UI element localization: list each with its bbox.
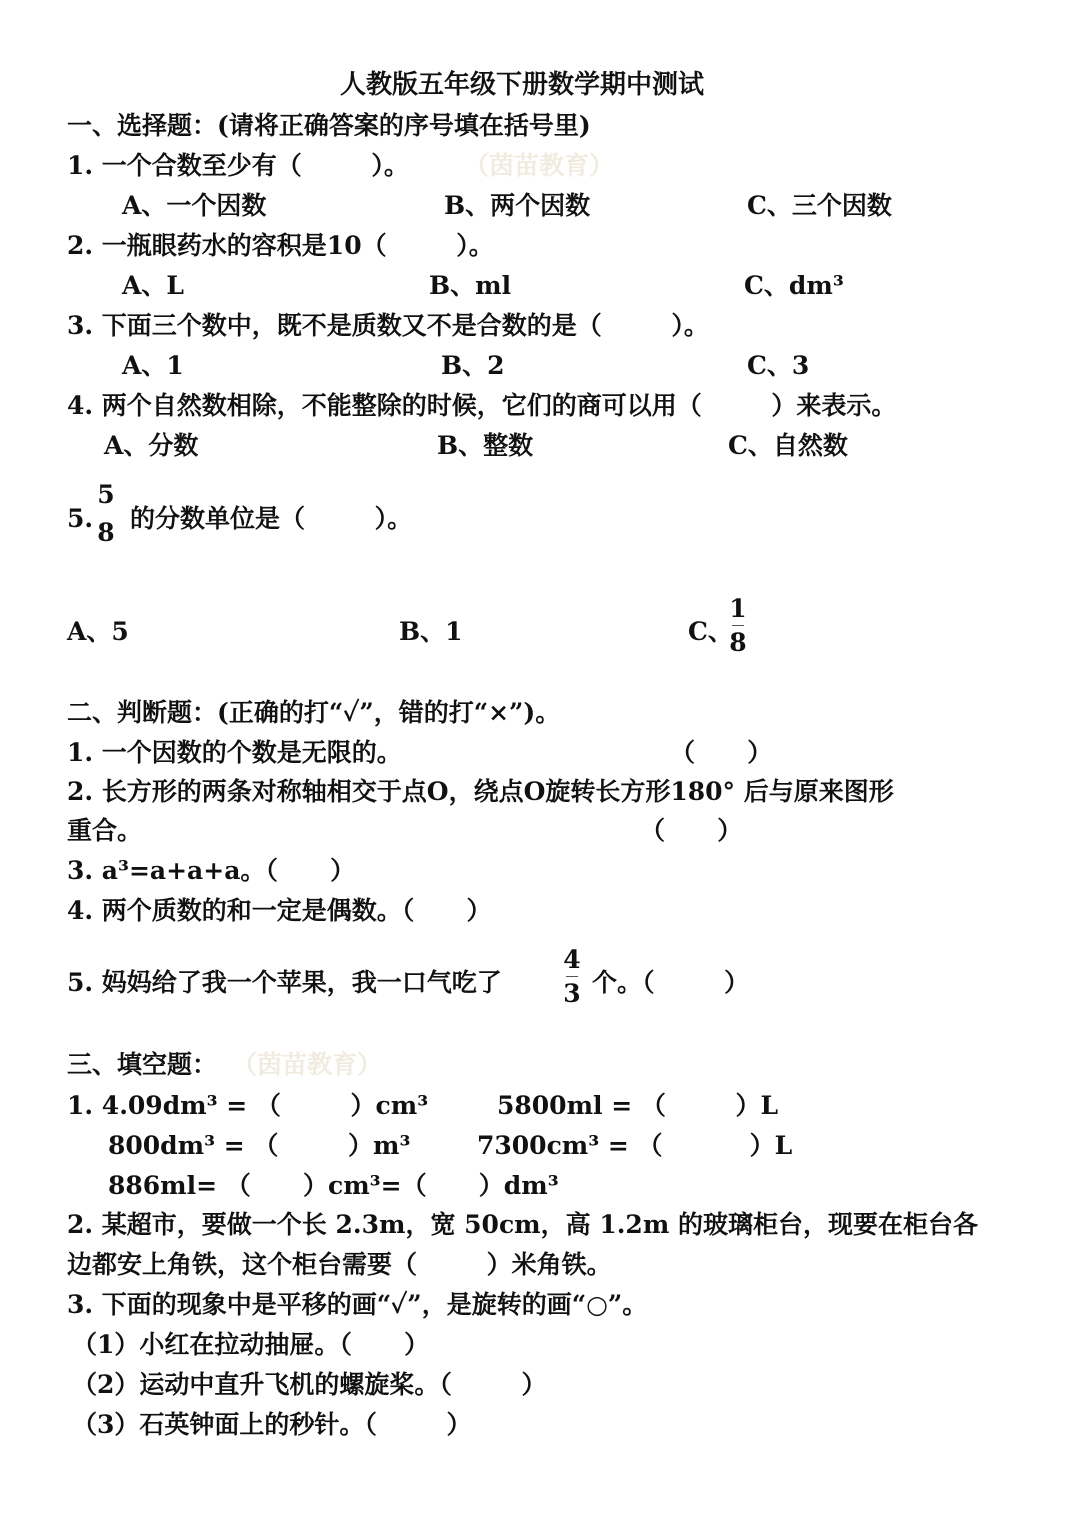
s1-q2-opt-c: C、dm³ <box>744 271 844 300</box>
fraction-numerator: 1 <box>729 594 747 623</box>
watermark: （茵苗教育） <box>232 1050 383 1079</box>
fraction-numerator: 5 <box>97 480 115 509</box>
s3-q3-item-2: （2）运动中直升飞机的螺旋桨。（ ） <box>72 1370 547 1399</box>
section3-heading: 三、填空题： <box>67 1050 218 1079</box>
s1-q1-opt-a: A、一个因数 <box>122 191 267 220</box>
s3-q1-r2b: 7300cm³ = （ ）L <box>477 1131 793 1160</box>
s3-q2-line2: 边都安上角铁，这个柜台需要（ ）米角铁。 <box>67 1250 612 1279</box>
s3-q3-item-1: （1）小红在拉动抽屉。（ ） <box>72 1330 430 1359</box>
s3-q1-r2a: 800dm³ = （ ）m³ <box>108 1131 411 1160</box>
s1-q5-opt-a: A、5 <box>67 617 129 646</box>
s2-q5-fraction <box>560 947 584 1006</box>
s1-q4-text: 4. 两个自然数相除，不能整除的时候，它们的商可以用（ ）来表示。 <box>67 391 897 420</box>
s1-q2-opt-a: A、L <box>122 271 184 300</box>
fraction-denominator: 3 <box>563 979 581 1008</box>
section1-heading: 一、选择题：(请将正确答案的序号填在括号里) <box>67 111 591 140</box>
s1-q5-opt-b: B、1 <box>399 617 463 646</box>
s1-q2-text: 2. 一瓶眼药水的容积是10（ ）。 <box>67 231 494 260</box>
fraction-numerator: 4 <box>563 945 581 974</box>
s1-q1-opt-b: B、两个因数 <box>444 191 591 220</box>
s1-q5-fraction <box>94 482 118 545</box>
watermark: （茵苗教育） <box>464 151 615 180</box>
s1-q5-text: 的分数单位是（ ）。 <box>130 504 413 533</box>
s1-q5-number: 5. <box>67 504 94 533</box>
fraction-denominator: 8 <box>729 628 747 657</box>
s2-q2-line1: 2. 长方形的两条对称轴相交于点O，绕点O旋转长方形180° 后与原来图形 <box>67 777 894 806</box>
fraction-bar <box>732 625 744 626</box>
s2-q2-line2: 重合。 <box>67 816 143 845</box>
s1-q4-opt-b: B、整数 <box>437 431 534 460</box>
s2-q5-before: 5. 妈妈给了我一个苹果，我一口气吃了 <box>67 968 502 997</box>
s2-q1-paren: （ ） <box>670 738 773 767</box>
s2-q2-paren: （ ） <box>640 816 743 845</box>
s1-q1-text: 1. 一个合数至少有（ ）。 <box>67 151 409 180</box>
s2-q1-text: 1. 一个因数的个数是无限的。 <box>67 738 402 767</box>
s1-q1-opt-c: C、三个因数 <box>747 191 892 220</box>
s1-q3-opt-b: B、2 <box>441 351 505 380</box>
fraction-bar <box>566 976 578 977</box>
s3-q3-item-3: （3）石英钟面上的秒针。（ ） <box>72 1410 472 1439</box>
s1-q5-opt-c-fraction <box>726 596 750 655</box>
s3-q1-r1a: 1. 4.09dm³ = （ ）cm³ <box>67 1091 429 1120</box>
s1-q3-text: 3. 下面三个数中，既不是质数又不是合数的是（ ）。 <box>67 311 709 340</box>
s1-q5-opt-c: C、 <box>688 617 733 646</box>
s1-q3-opt-c: C、3 <box>747 351 810 380</box>
s2-q4-text: 4. 两个质数的和一定是偶数。（ ） <box>67 896 492 925</box>
s3-q2-line1: 2. 某超市，要做一个长 2.3m，宽 50cm，高 1.2m 的玻璃柜台，现要在柜台各 <box>67 1210 978 1239</box>
section2-heading: 二、判断题：(正确的打“✓”，错的打“×”)。 <box>67 698 561 727</box>
s1-q4-opt-c: C、自然数 <box>728 431 848 460</box>
s1-q4-opt-a: A、分数 <box>104 431 199 460</box>
s3-q1-r1b: 5800ml = （ ）L <box>497 1091 779 1120</box>
title: 人教版五年级下册数学期中测试 <box>340 70 705 100</box>
s3-q3-text: 3. 下面的现象中是平移的画“✓”，是旋转的画“○”。 <box>67 1290 648 1319</box>
s1-q3-opt-a: A、1 <box>122 351 184 380</box>
s2-q3-text: 3. a³=a+a+a。（ ） <box>67 856 356 885</box>
s3-q1-r3: 886ml= （ ）cm³=（ ）dm³ <box>108 1171 559 1200</box>
fraction-denominator: 8 <box>97 518 115 547</box>
s1-q2-opt-b: B、ml <box>429 271 512 300</box>
s2-q5-after: 个。（ ） <box>592 968 750 997</box>
